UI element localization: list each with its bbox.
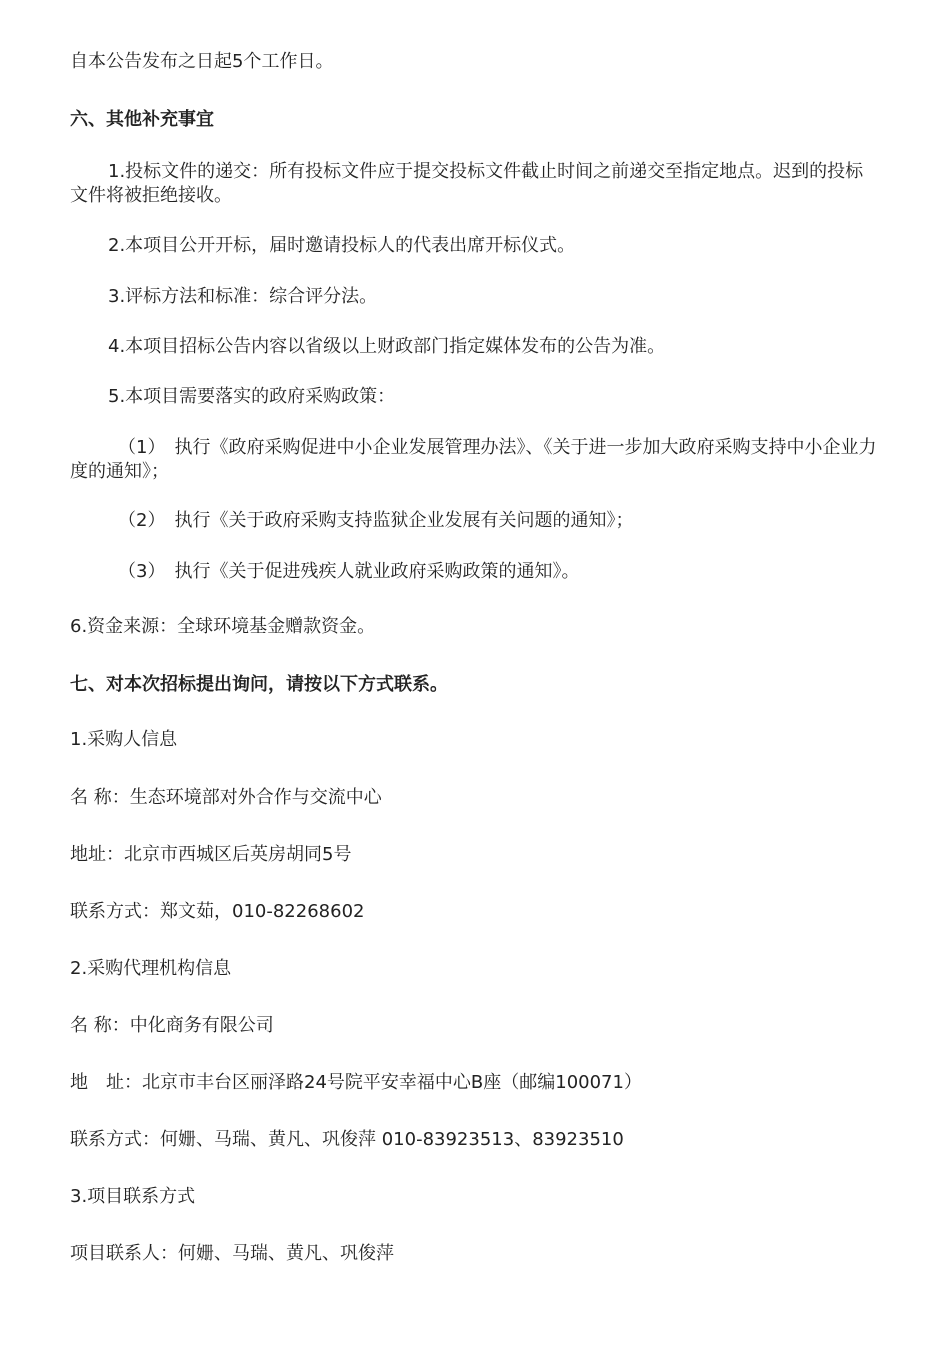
section-6-item-5: 5.本项目需要落实的政府采购政策： xyxy=(108,386,396,407)
project-contact-person: 项目联系人：何姗、马瑞、黄凡、巩俊萍 xyxy=(70,1243,394,1264)
purchaser-title: 1.采购人信息 xyxy=(70,729,178,750)
funding-source: 6.资金来源：全球环境基金赠款资金。 xyxy=(70,616,376,637)
purchaser-contact: 联系方式：郑文茹，010-82268602 xyxy=(70,901,365,922)
agency-title: 2.采购代理机构信息 xyxy=(70,958,232,979)
purchaser-address: 地址：北京市西城区后英房胡同5号 xyxy=(70,844,352,865)
section-6-heading: 六、其他补充事宜 xyxy=(70,109,214,130)
policy-item-3: （3） 执行《关于促进残疾人就业政府采购政策的通知》。 xyxy=(118,561,580,582)
section-6-item-3: 3.评标方法和标准：综合评分法。 xyxy=(108,286,378,307)
agency-name: 名 称：中化商务有限公司 xyxy=(70,1015,274,1036)
intro-tail-text: 自本公告发布之日起5个工作日。 xyxy=(70,51,334,72)
project-contact-title: 3.项目联系方式 xyxy=(70,1186,196,1207)
policy-item-2: （2） 执行《关于政府采购支持监狱企业发展有关问题的通知》； xyxy=(118,510,634,531)
purchaser-name: 名 称：生态环境部对外合作与交流中心 xyxy=(70,787,382,808)
section-7-heading: 七、对本次招标提出询问，请按以下方式联系。 xyxy=(70,674,448,695)
policy-item-1: （1） 执行《政府采购促进中小企业发展管理办法》、《关于进一步加大政府采购支持中小企业力度的通知》； xyxy=(70,437,877,482)
section-6-item-2: 2.本项目公开开标，届时邀请投标人的代表出席开标仪式。 xyxy=(108,235,576,256)
section-6-item-4: 4.本项目招标公告内容以省级以上财政部门指定媒体发布的公告为准。 xyxy=(108,336,666,357)
section-6-item-1: 1.投标文件的递交：所有投标文件应于提交投标文件截止时间之前递交至指定地点。迟到的投标文件将被拒绝接收。 xyxy=(70,161,864,206)
agency-address: 地 址：北京市丰台区丽泽路24号院平安幸福中心B座（邮编100071） xyxy=(70,1072,642,1093)
agency-contact: 联系方式：何姗、马瑞、黄凡、巩俊萍 010-83923513、83923510 xyxy=(70,1129,624,1150)
